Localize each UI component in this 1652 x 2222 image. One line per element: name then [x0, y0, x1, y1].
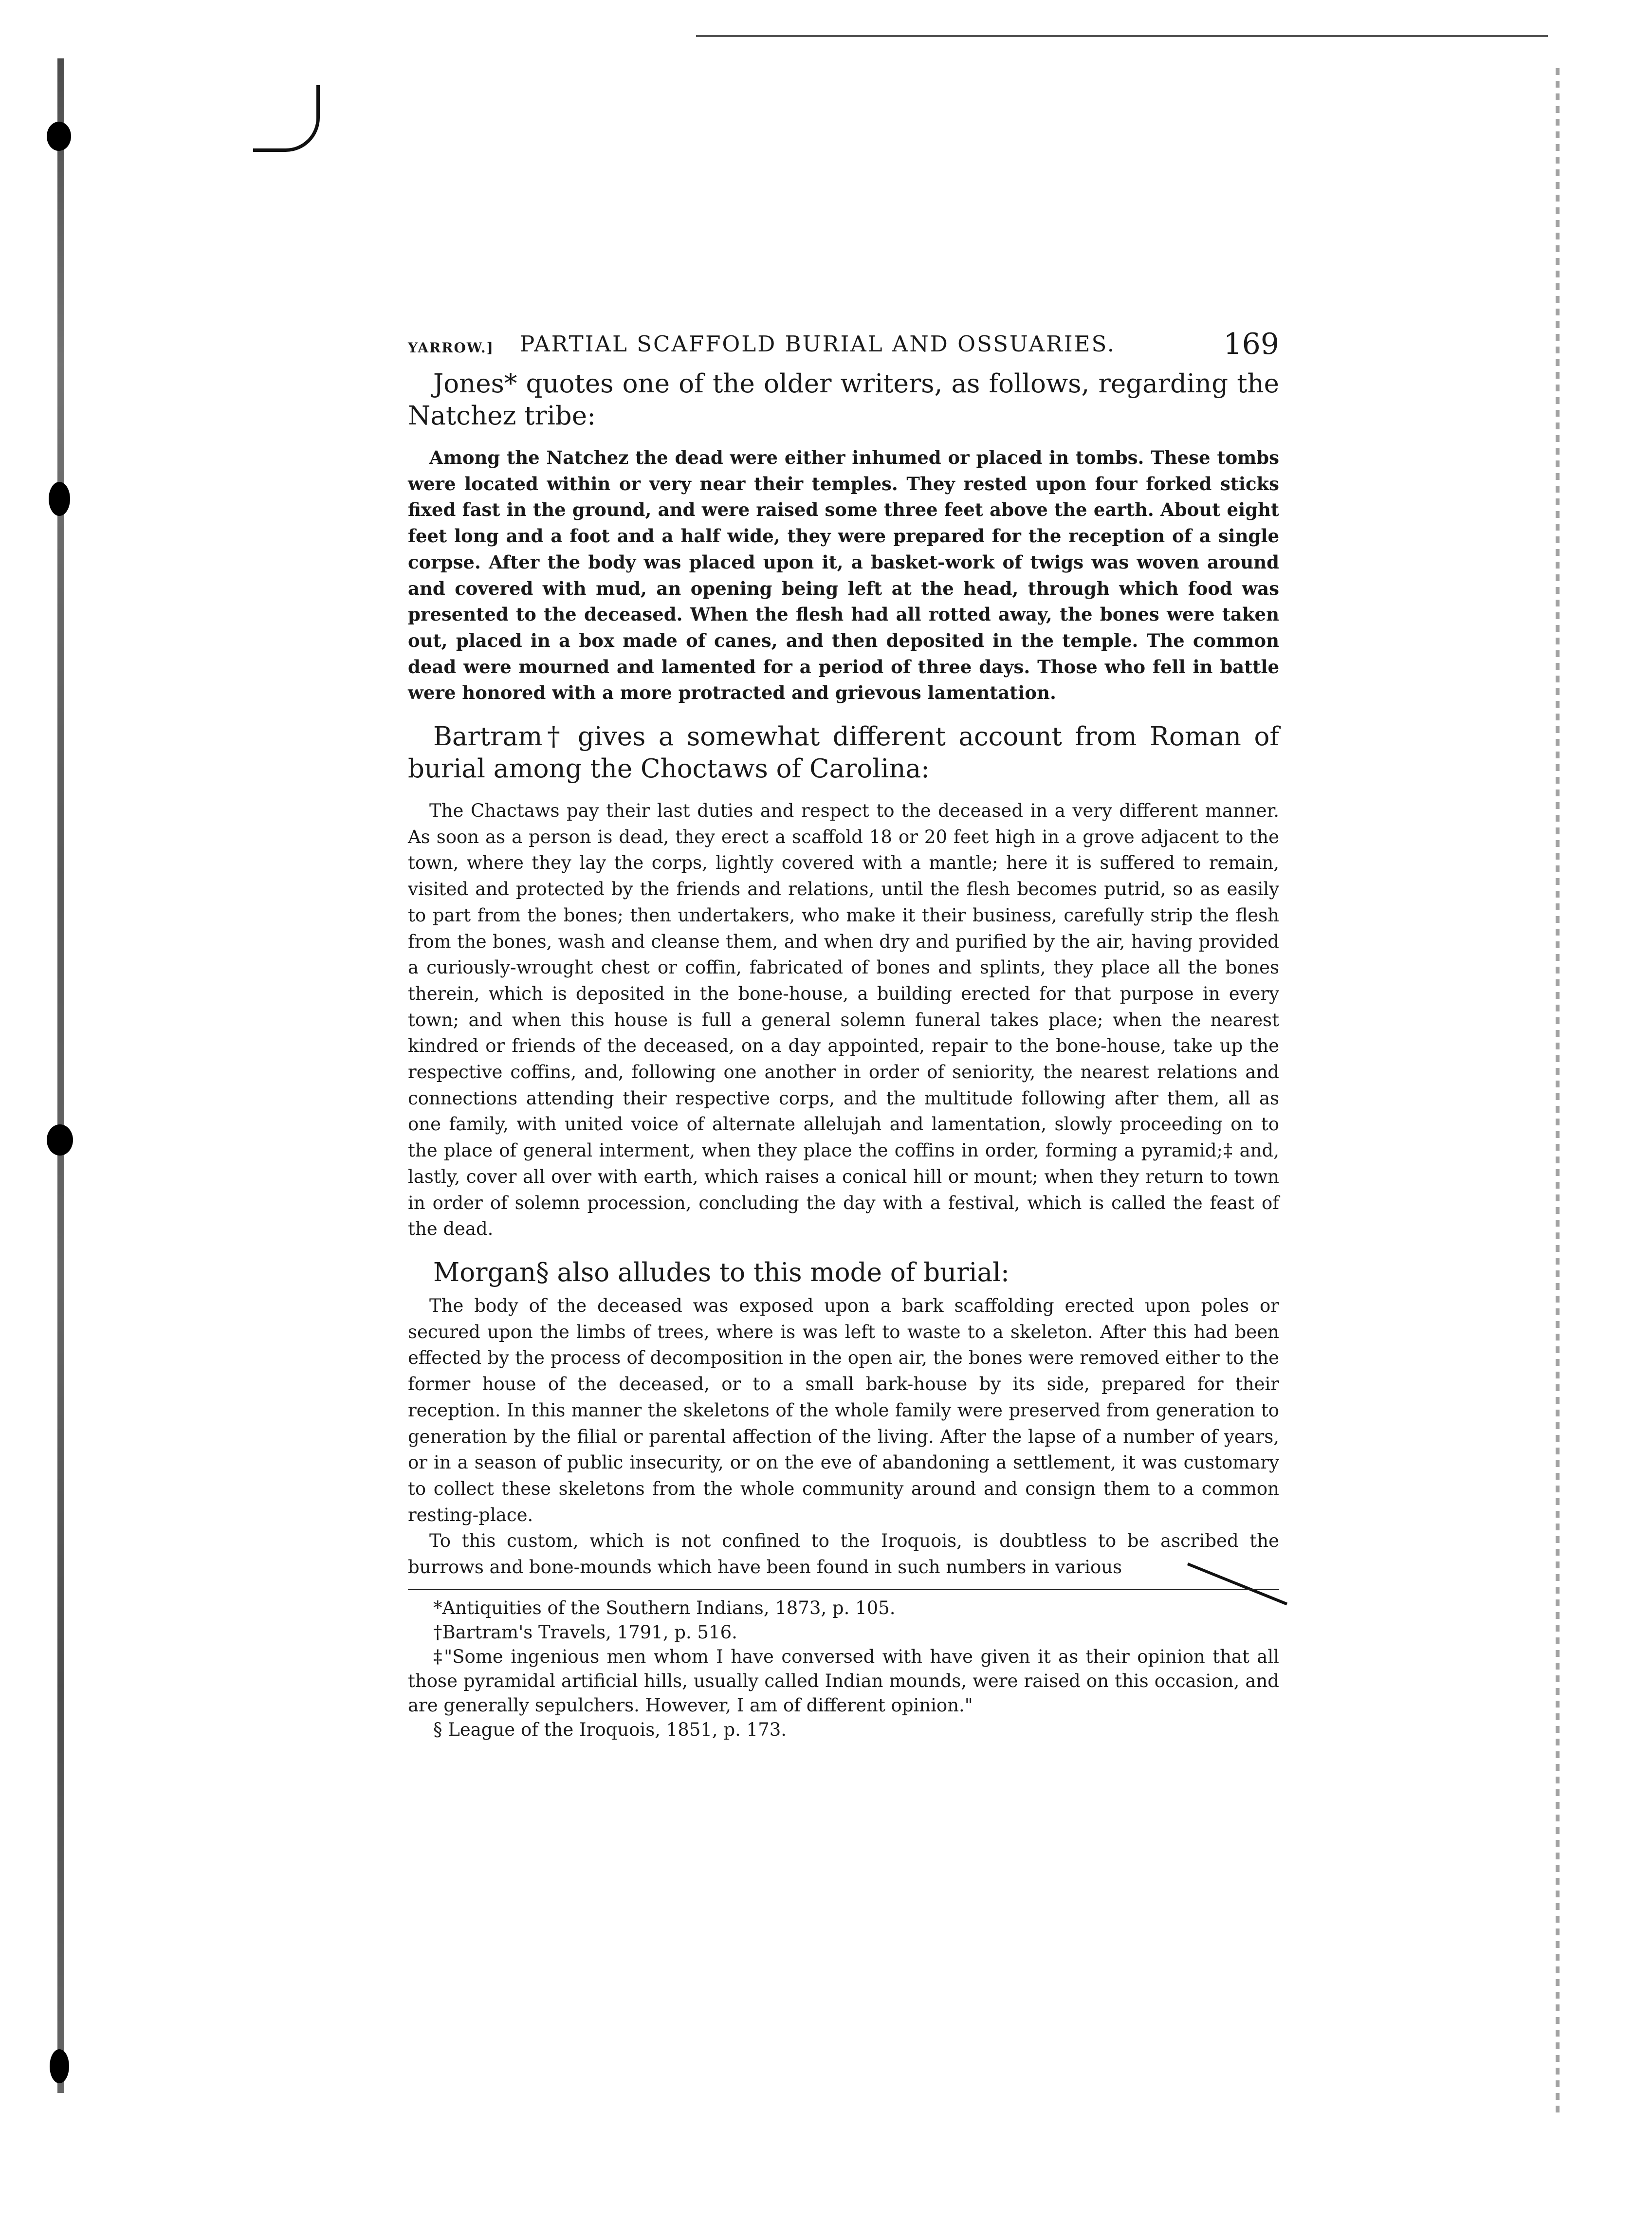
page-content: [408, 326, 1279, 1742]
scan-ink-blot: [47, 1124, 73, 1156]
footnote-divider: [408, 1589, 1279, 1590]
footnote: *Antiquities of the Southern Indians, 1873, p. 105.: [433, 1597, 896, 1618]
running-head-title: PARTIAL SCAFFOLD BURIAL AND OSSUARIES.: [520, 331, 1116, 357]
running-head-author: YARROW.]: [408, 340, 494, 356]
scan-ink-blot: [50, 2049, 69, 2083]
scan-edge-line: [696, 35, 1548, 37]
footnote: ‡"Some ingenious men whom I have conversed with have given it as their opinion that all those pyramidal artificial hills, usually called Indian mounds, were raised on this occasion, and are generally sepulchers. However, I am of different opinion.": [408, 1646, 1279, 1716]
lead-paragraph: Morgan§ also alludes to this mode of burial:: [433, 1257, 1010, 1287]
footnote: †Bartram's Travels, 1791, p. 516.: [433, 1621, 737, 1643]
block-quote: The Chactaws pay their last duties and respect to the deceased in a very different manner. As soon as a person is dead, they erect a scaffold 18 or 20 feet high in a grove adjacent to the town, where they lay the corps, lightly covered with a mantle; here it is suffered to remain, visited and protected by the friends and relations, until the flesh becomes putrid, so as easily to part from the bones; then undertakers, who make it their business, carefully strip the flesh from the bones, wash and cleanse them, and when dry and purified by the air, having provided a curiously-wrought chest or coffin, fabricated of bones and splints, they place all the bones therein, which is deposited in the bone-house, a building erected for that purpose in every town; and when this house is full a general solemn funeral takes place; when the nearest kindred or friends of the deceased, on a day appointed, repair to the bone-house, take up the respective coffins, and, following one another in order of seniority, the nearest relations and connections attending their respective corps, and the multitude following after them, all as one family, with united voice of alternate allelujah and lamentation, slowly proceeding on to the place of general interment, when they place the coffins in order, forming a pyramid;‡ and, lastly, cover all over with earth, which raises a conical hill or mount; when they return to town in order of solemn procession, concluding the day with a festival, which is called the feast of the dead.: [408, 800, 1279, 1240]
scan-ink-blot: [47, 122, 71, 151]
scan-ink-blot: [49, 482, 70, 516]
footnotes: [408, 1596, 1279, 1742]
lead-paragraph: Bartram† gives a somewhat different account from Roman of burial among the Choctaws of Carolina:: [408, 722, 1279, 784]
page-number: 169: [1223, 327, 1279, 361]
pencil-mark: [253, 85, 320, 152]
lead-paragraph: Jones* quotes one of the older writers, as follows, regarding the Natchez tribe:: [408, 369, 1279, 431]
running-head: [408, 326, 1279, 360]
footnote: § League of the Iroquois, 1851, p. 173.: [433, 1719, 787, 1740]
block-quote: The body of the deceased was exposed upon a bark scaffolding erected upon poles or secured upon the limbs of trees, where is was left to waste to a skeleton. After this had been effected by the process of decomposition in the open air, the bones were removed either to the former house of the deceased, or to a small bark-house by its side, prepared for their reception. In this manner the skeletons of the whole family were preserved from generation to generation by the filial or parental affection of the living. After the lapse of a number of years, or in a season of public insecurity, or on the eve of abandoning a settlement, it was customary to collect these skeletons from the whole community around and consign them to a common resting-place.: [408, 1295, 1279, 1525]
block-quote: Among the Natchez the dead were either inhumed or placed in tombs. These tombs were located within or very near their temples. They rested upon four forked sticks fixed fast in the ground, and were raised some three feet above the earth. About eight feet long and a foot and a half wide, they were prepared for the reception of a single corpse. After the body was placed upon it, a basket-work of twigs was woven around and covered with mud, an opening being left at the head, through which food was presented to the deceased. When the flesh had all rotted away, the bones were taken out, placed in a box made of canes, and then deposited in the temple. The common dead were mourned and lamented for a period of three days. Those who fell in battle were honored with a more protracted and grievous lamentation.: [408, 447, 1279, 704]
scan-left-edge: [57, 58, 64, 2093]
scan-right-edge: [1556, 68, 1560, 2112]
body-paragraph: To this custom, which is not confined to the Iroquois, is doubtless to be ascribed the burrows and bone-mounds which have been found in such numbers in various: [408, 1530, 1279, 1578]
